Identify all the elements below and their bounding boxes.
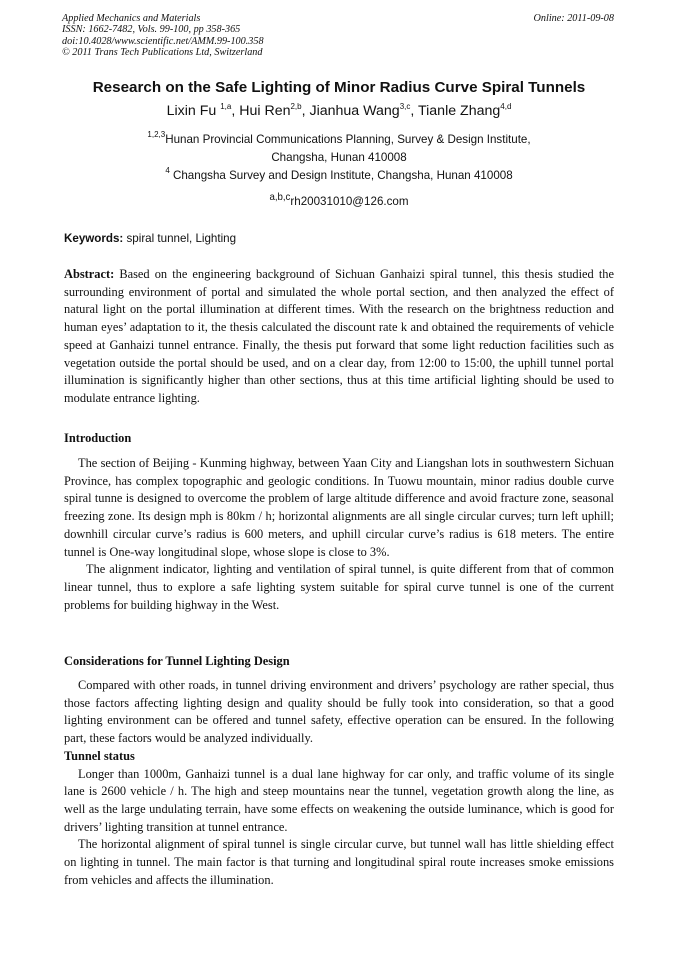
affiliation-sup: 1,2,3 bbox=[147, 130, 166, 139]
abstract bbox=[64, 266, 614, 408]
affiliation-text: Changsha Survey and Design Institute, Changsha, Hunan 410008 bbox=[169, 169, 513, 182]
affiliation-sup: 4 bbox=[165, 166, 170, 175]
doi-line: doi:10.4028/www.scientific.net/AMM.99-100.358 bbox=[62, 35, 264, 47]
paper-title: Research on the Safe Lighting of Minor Radius Curve Spiral Tunnels bbox=[92, 79, 586, 96]
running-header bbox=[62, 13, 614, 59]
affiliation-1-city: Changsha, Hunan 410008 bbox=[271, 151, 407, 164]
paragraph: The horizontal alignment of spiral tunnel is single circular curve, but tunnel wall has little shielding effect on lighting in tunnel. The main factor is that turning and longitudinal spiral route increases smoke emissions from vehicles and affects the illumination. bbox=[64, 837, 614, 887]
author-name: Jianhua Wang bbox=[309, 103, 400, 119]
subsection-heading-tunnel-status: Tunnel status bbox=[64, 748, 135, 763]
affiliation-1 bbox=[0, 130, 678, 146]
author-sup: 3,c bbox=[399, 102, 411, 111]
author-name: Lixin Fu bbox=[166, 103, 221, 119]
author-name: Hui Ren bbox=[239, 103, 291, 119]
section-heading-introduction: Introduction bbox=[64, 431, 132, 445]
author-name: Tianle Zhang bbox=[418, 103, 501, 119]
section-heading-considerations: Considerations for Tunnel Lighting Design bbox=[64, 654, 290, 668]
publication-info bbox=[62, 13, 614, 59]
abstract-label: Abstract: bbox=[64, 267, 115, 281]
paragraph: The alignment indicator, lighting and ventilation of spiral tunnel, is quite different from that of common linear tunnel, thus to explore a safe lighting system suitable for spiral curve tunnel is one of the current problems for building highway in the West. bbox=[64, 562, 614, 612]
paragraph: Longer than 1000m, Ganhaizi tunnel is a dual lane highway for car only, and traffic volume of its single lane is 2600 vehicle / h. The high and steep mountains near the tunnel, vegetation growth along the line, as well as the large undulating terrain, have some effects on weakening the outside luminance, which is good for drivers’ lighting transition at tunnel entrance. bbox=[64, 766, 614, 834]
email-address: rh20031010@126.com bbox=[290, 194, 409, 208]
paragraph: The section of Beijing - Kunming highway, between Yaan City and Liangshan lots in southwestern Sichuan Province, has complex topographic and geologic conditions. In Tuowu mountain, minor radius double curve spiral tunne is designed to overcome the problem of large altitude difference and avoid fracture zone, seasonal freezing zone. Its design mph is 80km / h; horizontal alignments are all single circular curves; turn left uphill; downhill circular curve’s radius is 600 meters, and uphill circular curve’s radius is 618 meters. The entire tunnel is One-way longitudinal slope, whose slope is close to 3%. bbox=[64, 456, 614, 559]
online-date: Online: 2011-09-08 bbox=[533, 13, 614, 24]
author-sup: 2,b bbox=[290, 102, 302, 111]
copyright-line: © 2011 Trans Tech Publications Ltd, Switzerland bbox=[62, 47, 263, 59]
introduction-body bbox=[64, 455, 614, 614]
author-sup: 1,a bbox=[220, 102, 232, 111]
journal-name: Applied Mechanics and Materials bbox=[62, 13, 201, 24]
keywords-label: Keywords: bbox=[64, 232, 124, 245]
keywords-text: spiral tunnel, Lighting bbox=[123, 232, 237, 245]
abstract-text: Based on the engineering background of Sichuan Ganhaizi spiral tunnel, this thesis studied the surrounding environment of portal and simulated the whole portal section, and then analyzed the effect of natural light on the portal illumination at different times. With the research on the brightness reduction and human eyes’ adaptation to it, the thesis calculated the discount rate k and obtained the requirements of vehicle speed at Ganhaizi tunnel entrance. Finally, the thesis put forward that some light reduction facilities such as vegetation outside the portal should be used, and on a clear day, from 12:00 to 15:00, the uphill tunnel portal illumination is significantly higher than other sections, thus at this time artificial lighting should be used to modulate entrance lighting. bbox=[64, 267, 614, 405]
author-email bbox=[0, 192, 678, 208]
issn-line: ISSN: 1662-7482, Vols. 99-100, pp 358-365 bbox=[62, 24, 241, 36]
author-list: Lixin Fu $^{1,a}$, Hui Ren$^{2,b}$, Jianhua Wang$^{3,c}$, Tianle Zhang$^{4,d}$ bbox=[166, 102, 512, 119]
affiliation-2 bbox=[0, 166, 678, 182]
affiliation-text: Hunan Provincial Communications Planning, Survey & Design Institute, bbox=[165, 133, 531, 146]
paragraph: Compared with other roads, in tunnel driving environment and drivers’ psychology are rather special, thus those factors affecting lighting design and quality should be fully took into consideration, so that a good lighting environment can be offered and tunnel safety, effective operation can be ensured. In the following part, these factors would be analyzed individually. bbox=[64, 678, 614, 746]
considerations-body bbox=[64, 677, 614, 889]
author-sup: 4,d bbox=[500, 102, 512, 111]
keywords bbox=[64, 232, 236, 245]
email-sup: a,b,c bbox=[269, 192, 291, 203]
